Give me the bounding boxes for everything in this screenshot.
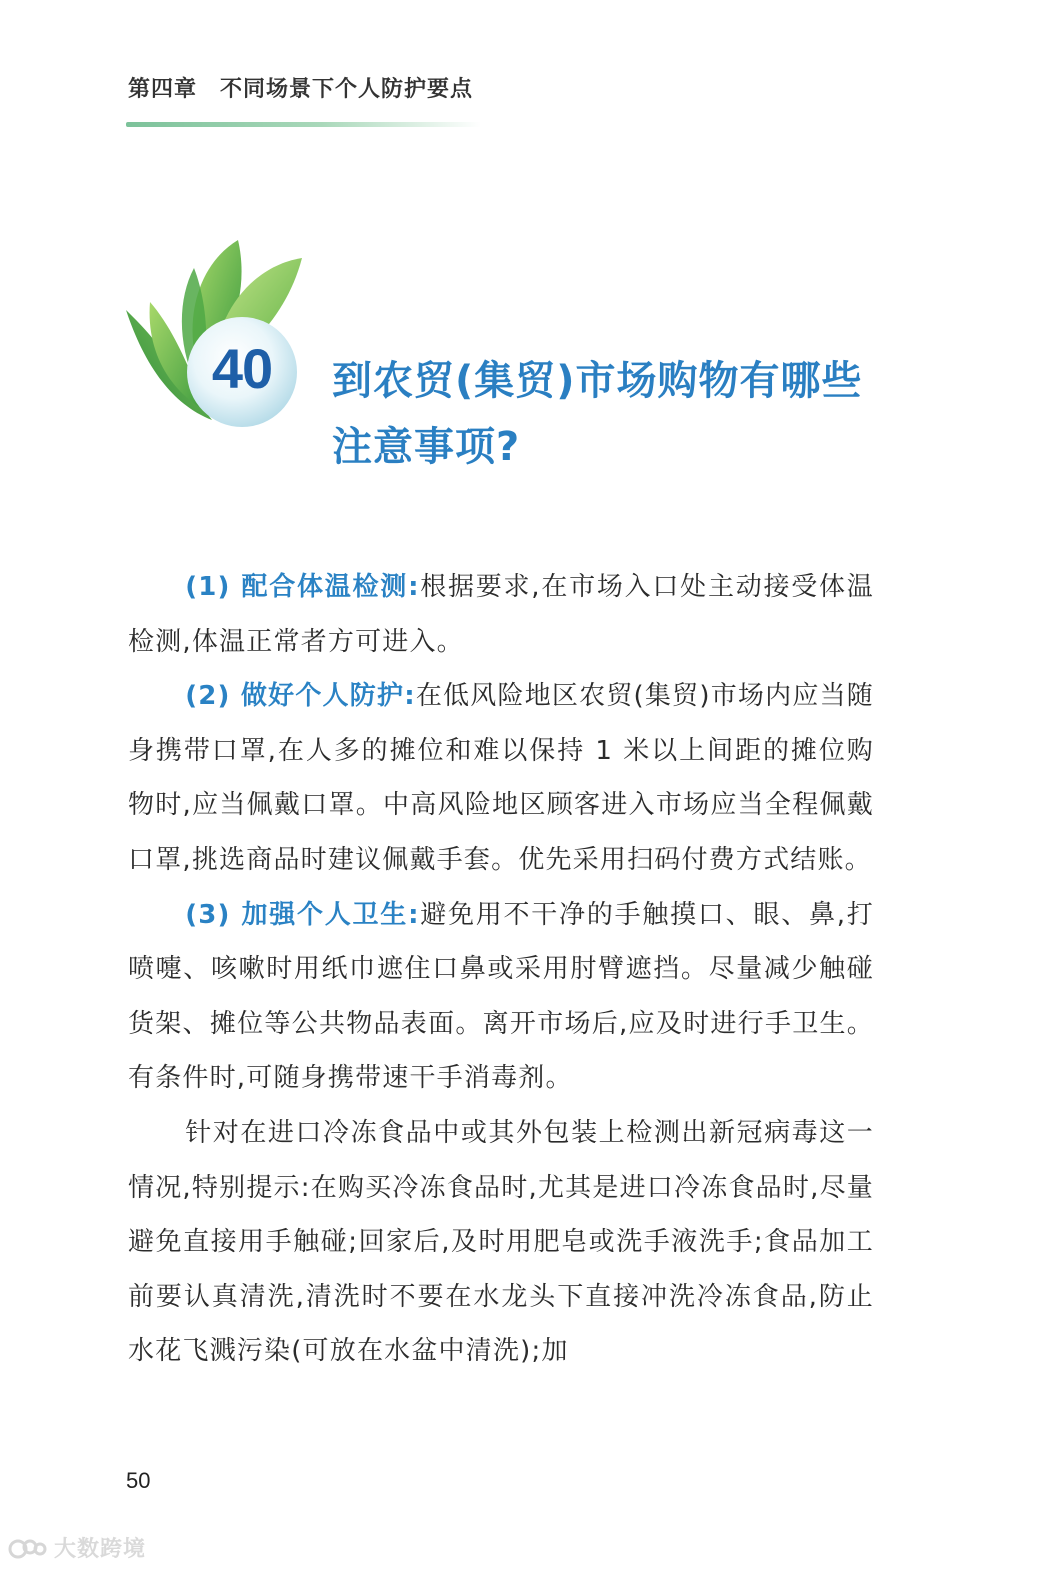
item-1	[128, 560, 874, 669]
page-number: 50	[126, 1468, 151, 1493]
body-text	[128, 560, 874, 1379]
header-rule	[126, 122, 481, 127]
closing-paragraph: 针对在进口冷冻食品中或其外包装上检测出新冠病毒这一情况,特别提示:在购买冷冻食品时,尤其是进口冷冻食品时,尽量避免直接用手触碰;回家后,及时用肥皂或洗手液洗手;食品加工前要认真清洗,清洗时不要在水龙头下直接冲洗冷冻食品,防止水花飞溅污染(可放在水盆中清洗);加	[128, 1117, 874, 1367]
item-3-text: 避免用不干净的手触摸口、眼、鼻,打喷嚏、咳嗽时用纸巾遮住口鼻或采用肘臂遮挡。尽量减少触碰货架、摊位等公共物品表面。离开市场后,应及时进行手卫生。有条件时,可随身携带速干手消毒剂。	[128, 899, 874, 1094]
question-title: 到农贸(集贸)市场购物有哪些注意事项?	[332, 358, 863, 470]
item-2-lead: (2) 做好个人防护:	[185, 681, 416, 712]
item-2	[128, 669, 874, 887]
item-1-text: 根据要求,在市场入口处主动接受体温检测,体温正常者方可进入。	[128, 572, 874, 657]
watermark	[8, 1532, 146, 1563]
item-1-lead: (1) 配合体温检测:	[185, 572, 420, 602]
question-number: 40	[211, 337, 273, 400]
item-3-lead: (3) 加强个人卫生:	[185, 899, 420, 930]
item-3	[128, 888, 874, 1106]
watermark-text: 大数跨境	[54, 1537, 147, 1562]
item-2-text: 在低风险地区农贸(集贸)市场内应当随身携带口罩,在人多的摊位和难以保持 1 米以上间距的摊位购物时,应当佩戴口罩。中高风险地区顾客进入市场应当全程佩戴口罩,挑选商品时建议佩戴手套。优先采用扫码付费方式结账。	[128, 681, 874, 875]
chapter-header: 第四章 不同场景下个人防护要点	[128, 77, 474, 102]
watermark-logo-icon	[8, 1535, 48, 1561]
leaf-emblem-icon	[120, 232, 310, 432]
